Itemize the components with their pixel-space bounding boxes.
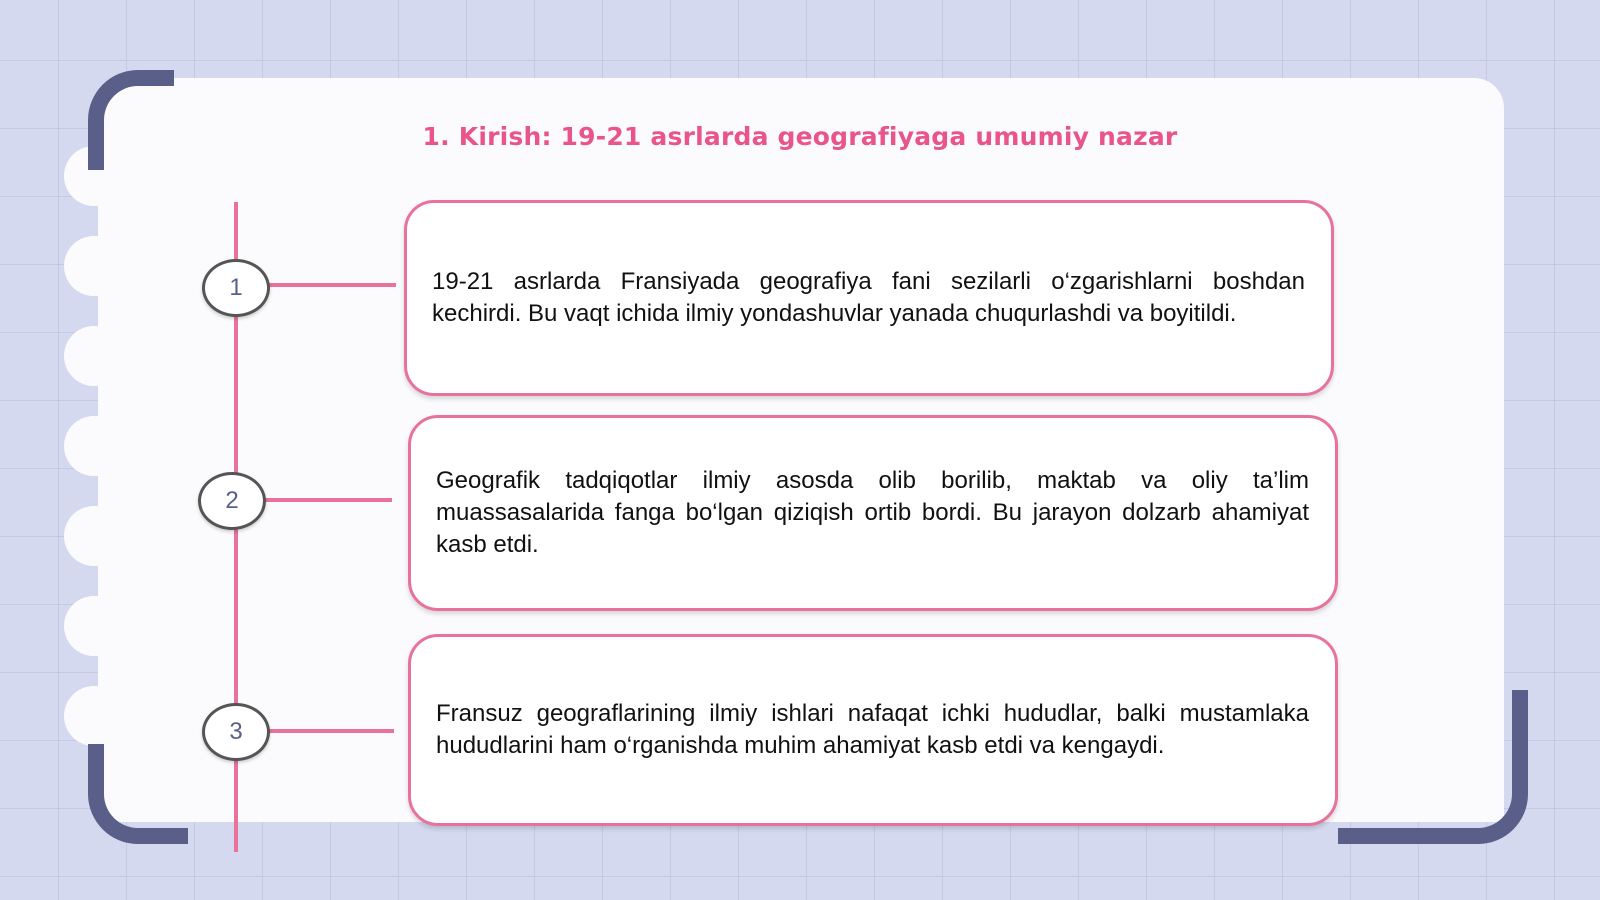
timeline-connector <box>266 283 396 287</box>
step-number-badge: 1 <box>202 259 270 317</box>
step-card <box>408 415 1338 611</box>
step-number-badge: 3 <box>202 703 270 761</box>
paper-scallop <box>64 506 124 566</box>
paper-scallop <box>64 686 124 746</box>
step-text: Fransuz geograflarining ilmiy ishlari nafaqat ichki hududlar, balki mustamlaka hududlarini ham o‘rganishda muhim ahamiyat kasb etdi va kengaydi. <box>436 700 1309 759</box>
timeline-connector <box>262 498 392 502</box>
page-title: 1. Kirish: 19-21 asrlarda geografiyaga umumiy nazar <box>422 122 1178 151</box>
paper-scallop <box>64 596 124 656</box>
step-text: 19-21 asrlarda Fransiyada geografiya fani sezilarli o‘zgarishlarni boshdan kechirdi. Bu vaqt ichida ilmiy yondashuvlar yanada chuqurlashdi va boyitildi. <box>432 268 1305 327</box>
paper-scallop <box>64 416 124 476</box>
paper-scallop <box>64 326 124 386</box>
frame-corner-bottom-left <box>88 744 188 844</box>
step-card <box>408 634 1338 826</box>
step-card <box>404 200 1334 396</box>
step-text: Geografik tadqiqotlar ilmiy asosda olib borilib, maktab va oliy ta’lim muassasalarida fanga bo‘lgan qiziqish ortib bordi. Bu jarayon dolzarb ahamiyat kasb etdi. <box>436 467 1309 558</box>
step-number-badge: 2 <box>198 472 266 530</box>
paper-scallop <box>64 236 124 296</box>
frame-corner-top-left <box>88 70 174 170</box>
timeline-connector <box>266 729 394 733</box>
frame-corner-bottom-right <box>1338 690 1528 844</box>
